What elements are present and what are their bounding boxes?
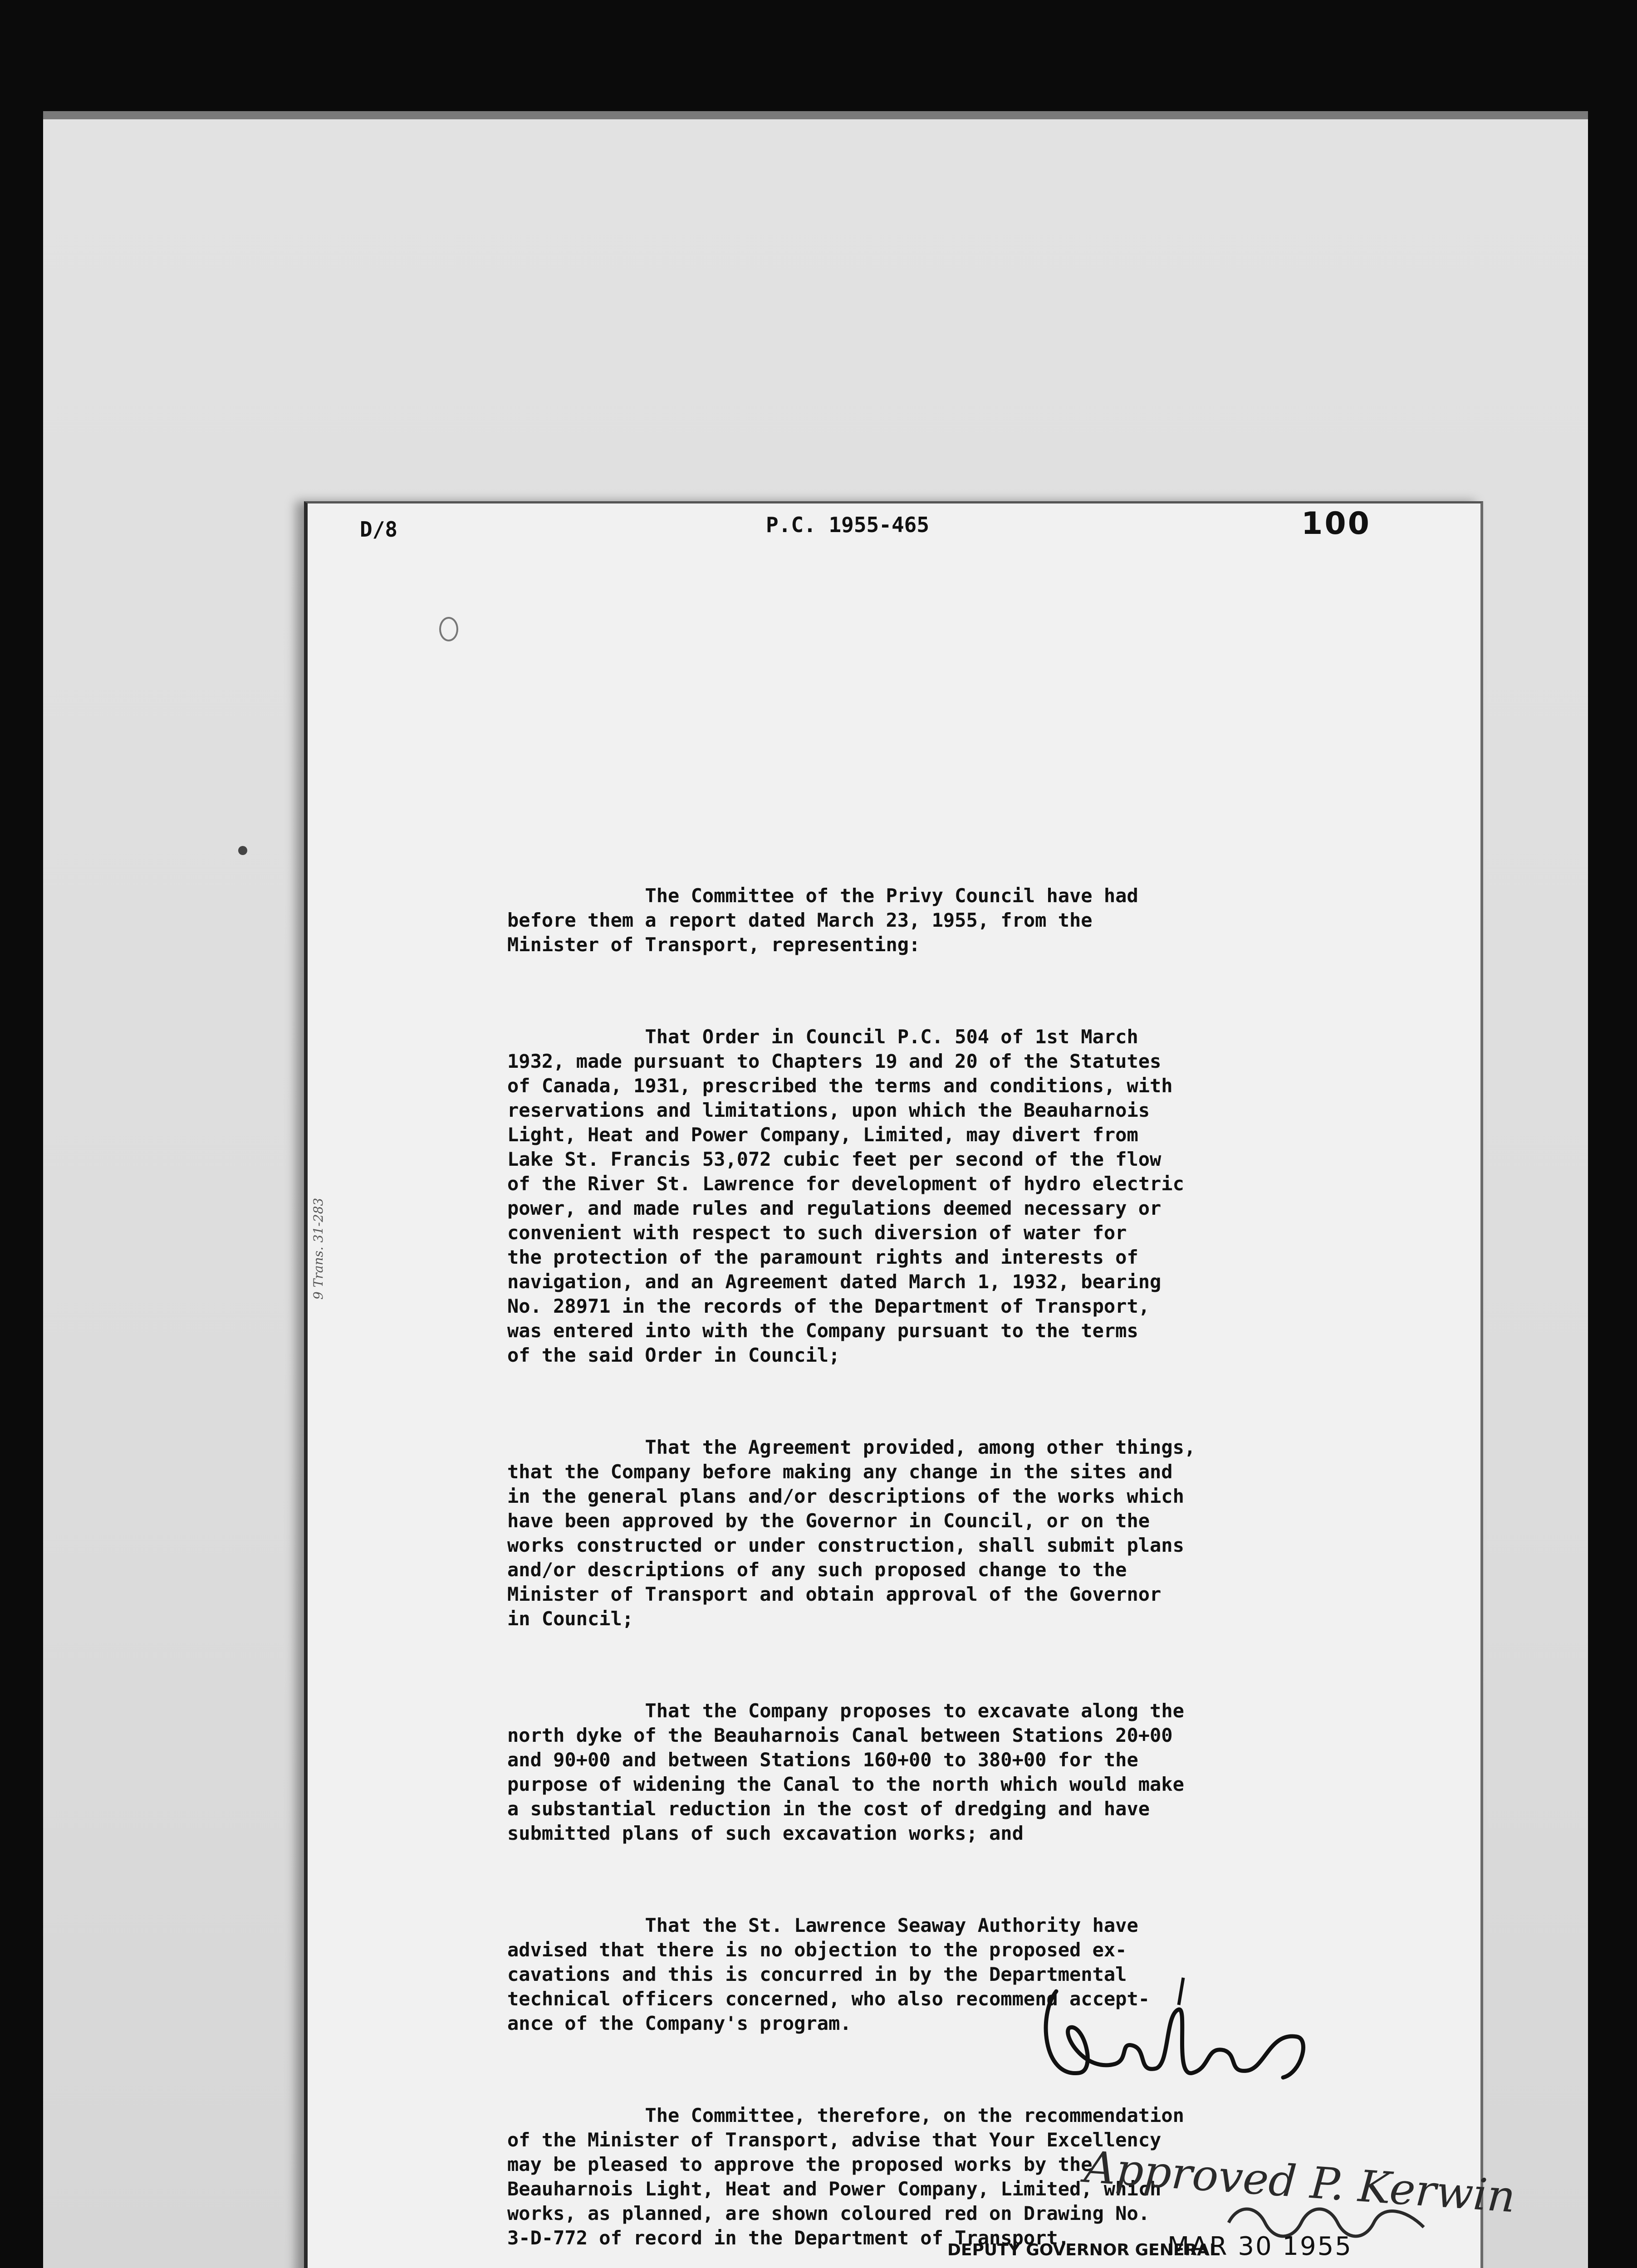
frame-top-edge: [43, 111, 1588, 119]
paragraph-report: The Committee of the Privy Council have had before them a report dated March 23, 1955, from the Minister of Transport, representing:: [507, 885, 1138, 956]
paragraph-order-in-council: That Order in Council P.C. 504 of 1st March 1932, made pursuant to Chapters 19 and 20 of the Statutes of Canada, 1931, prescribed the terms and conditions, with reservations and limitations, upon which the Beauharnois Light, Heat and Power Company, Limited, may divert from Lake St. Francis 53,072 cubic feet per second of the flow of the River St. Lawrence for development of hydro electric power, and made rules and regulations deemed necessary or convenient with respect to such diversion of water for the protection of the paramount rights and interests of navigation, and an Agreement dated March 1, 1932, bearing No. 28971 in the records of the Department of Transport, was entered into with the Company pursuant to the terms of the said Order in Council;: [507, 1026, 1184, 1366]
paragraph-recommendation: The Committee, therefore, on the recommendation of the Minister of Transport, advise that Your Excellency may be pleased to approve the proposed works by the Beauharnois Light, Heat and Power Company, Limited, which works, as planned, are shown coloured red on Drawing No. 3-D-772 of record in the Department of Transport.: [507, 2104, 1184, 2249]
paragraph-agreement: That the Agreement provided, among other things, that the Company before making any change in the sites and in the general plans and/or descriptions of the works which have been approved by the Governor in Council, or on the works constructed or under construction, shall submit plans and/or descriptions of any such proposed change to the Minister of Transport and obtain approval of the Governor in Council;: [507, 1436, 1196, 1630]
margin-mark: [238, 846, 247, 855]
signature-image: [1029, 1960, 1319, 2109]
approval-line-1: Approved P. Kerwin: [1083, 2141, 1517, 2223]
order-number: P.C. 1955-465: [766, 513, 930, 537]
document-page: [304, 501, 1517, 2268]
stamp-date: MAR 30 1955: [1167, 2232, 1353, 2261]
paragraph-seaway-authority: That the St. Lawrence Seaway Authority have advised that there is no objection to the proposed ex- cavations and this is concurred in by the Departmental technical officers concerned, who also recommend accept- ance of the Company's program.: [507, 1914, 1150, 2034]
microfilm-frame: [43, 111, 1588, 2268]
margin-note: 9 Trans. 31-283: [311, 1198, 326, 1300]
punch-hole-mark: [439, 617, 458, 641]
stamp-label: DEPUTY GOVERNOR GENERAL: [947, 2241, 1220, 2259]
paragraph-excavation: That the Company proposes to excavate along the north dyke of the Beauharnois Canal between Stations 20+00 and 90+00 and between Stations 160+00 to 380+00 for the purpose of widening the Canal to the north which would make a substantial reduction in the cost of dredging and have submitted plans of such excavation works; and: [507, 1700, 1184, 1844]
page-number: 100: [1301, 506, 1371, 542]
file-code: D/8: [360, 517, 398, 542]
